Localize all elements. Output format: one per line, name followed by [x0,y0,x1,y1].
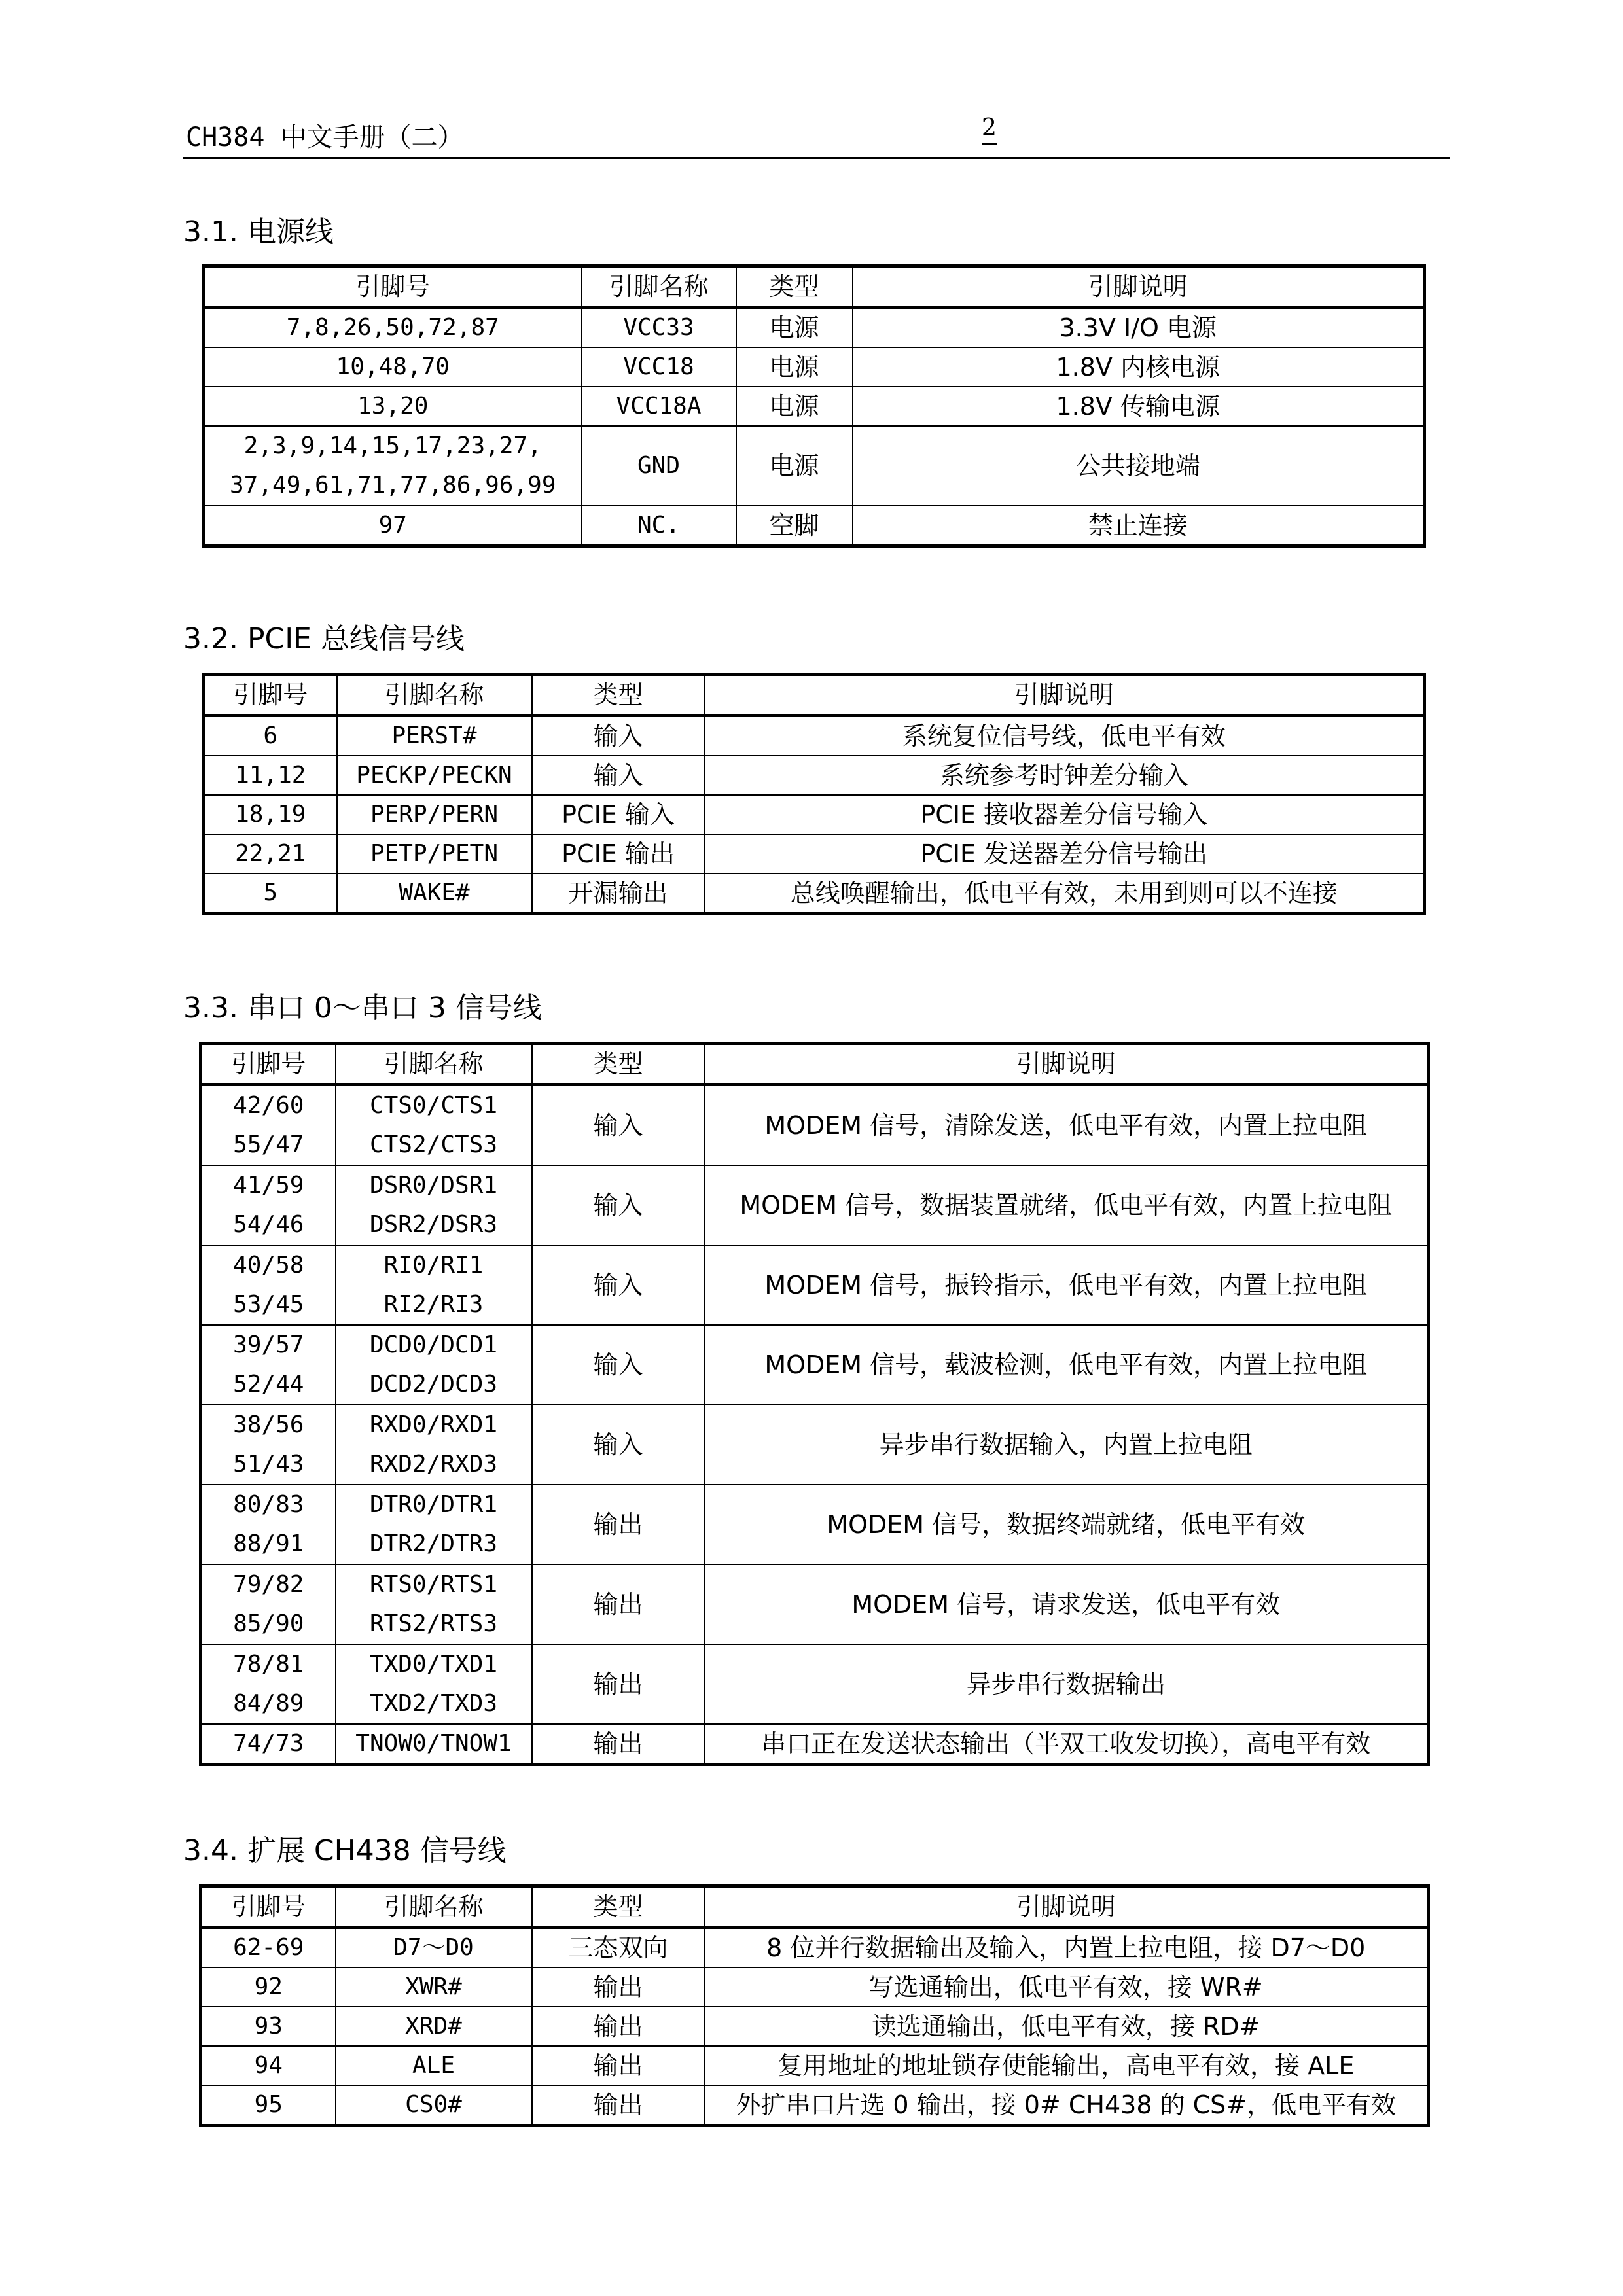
name-cell-line: TXD2/TXD3 [369,1690,498,1717]
table-row [204,387,1425,426]
type-cell: 输出 [532,1485,705,1564]
table-header-row [201,1044,1429,1085]
page-number: 2 [982,114,997,145]
description-cell: 8 位并行数据输出及输入，内置上拉电阻，接 D7～D0 [705,1928,1429,1968]
description-cell: 系统参考时钟差分输入 [705,756,1425,795]
pin-cell [204,387,582,426]
name-cell [337,716,532,756]
type-cell: 电源 [736,347,853,387]
name-cell-line: RI0/RI1 [383,1252,484,1279]
page-header [183,98,1450,159]
description-cell: 3.3V I/O 电源 [853,308,1425,348]
type-cell: 输出 [532,1564,705,1644]
pin-cell [204,716,337,756]
pin-cell [204,834,337,874]
name-cell [336,1928,532,1968]
pin-cell-line: 51/43 [233,1451,304,1477]
name-cell [336,1085,532,1166]
type-cell: 输入 [532,1325,705,1405]
pin-cell [204,874,337,914]
table-row [204,308,1425,348]
column-header: 引脚说明 [705,1886,1429,1928]
table-row [201,1325,1429,1405]
table-row [204,834,1425,874]
table-row [201,1485,1429,1564]
name-cell [582,308,736,348]
table-header-row [204,266,1425,308]
type-cell: 空脚 [736,506,853,546]
pin-cell-line: 2,3,9,14,15,17,23,27, [243,433,542,459]
name-cell [336,2007,532,2046]
pin-cell-line: 97 [378,512,407,539]
column-header: 引脚说明 [705,1044,1429,1085]
pin-cell [201,1564,336,1644]
name-cell [336,1724,532,1765]
name-cell-line: VCC18A [616,393,702,419]
type-cell: 开漏输出 [532,874,705,914]
pin-cell-line: 93 [254,2013,283,2040]
pin-cell-line: 41/59 [233,1172,304,1199]
name-cell-line: TNOW0/TNOW1 [355,1730,512,1757]
pin-cell-line: 38/56 [233,1411,304,1438]
pin-cell-line: 39/57 [233,1332,304,1358]
name-cell-line: D7～D0 [393,1934,474,1961]
pin-cell [204,347,582,387]
type-cell: 输出 [532,1644,705,1724]
table-row [201,1245,1429,1325]
pin-cell-line: 52/44 [233,1371,304,1398]
name-cell-line: RTS2/RTS3 [369,1610,498,1637]
pin-cell-line: 94 [254,2052,283,2079]
pin-cell-line: 10,48,70 [336,353,450,380]
description-cell: 禁止连接 [853,506,1425,546]
pin-cell-line: 13,20 [357,393,429,419]
power-pins-table [202,264,1426,548]
pin-cell [201,1928,336,1968]
name-cell [336,1405,532,1485]
pin-cell [204,308,582,348]
name-cell [336,1644,532,1724]
name-cell [336,2046,532,2085]
pin-cell [201,2007,336,2046]
name-cell [337,834,532,874]
section-title-power: 3.1. 电源线 [183,215,334,249]
column-header: 类型 [532,675,705,716]
description-cell: MODEM 信号，清除发送，低电平有效，内置上拉电阻 [705,1085,1429,1166]
name-cell [582,387,736,426]
type-cell: 输出 [532,2085,705,2126]
pin-cell [201,1085,336,1166]
name-cell-line: ALE [412,2052,455,2079]
table-row [201,1405,1429,1485]
pin-cell-line: 74/73 [233,1730,304,1757]
name-cell-line: CS0# [405,2091,462,2118]
name-cell-line: DSR0/DSR1 [369,1172,498,1199]
table-header-row [201,1886,1429,1928]
type-cell: 输出 [532,1724,705,1765]
name-cell-line: RTS0/RTS1 [369,1571,498,1598]
pin-cell [204,506,582,546]
pin-cell [204,426,582,506]
table-row [204,795,1425,834]
type-cell: 电源 [736,426,853,506]
description-cell: 公共接地端 [853,426,1425,506]
pin-cell-line: 62-69 [233,1934,304,1961]
section-title-pcie: 3.2. PCIE 总线信号线 [183,622,465,656]
pin-cell [201,1165,336,1245]
type-cell: 电源 [736,308,853,348]
table-row [201,1085,1429,1166]
table-row [204,874,1425,914]
table-row [201,1165,1429,1245]
table-row [201,2046,1429,2085]
name-cell [336,1245,532,1325]
type-cell: 输入 [532,756,705,795]
column-header: 引脚名称 [337,675,532,716]
name-cell [337,874,532,914]
table-row [204,506,1425,546]
description-cell: 异步串行数据输出 [705,1644,1429,1724]
ch438-pins-table [199,1884,1430,2127]
pin-cell-line: 5 [263,879,278,906]
description-cell: 1.8V 传输电源 [853,387,1425,426]
name-cell-line: DTR2/DTR3 [369,1530,498,1557]
pin-cell [201,1968,336,2007]
description-cell: 异步串行数据输入，内置上拉电阻 [705,1405,1429,1485]
column-header: 类型 [532,1886,705,1928]
type-cell: 三态双向 [532,1928,705,1968]
table-row [201,1644,1429,1724]
pin-cell-line: 53/45 [233,1291,304,1318]
column-header: 引脚号 [201,1886,336,1928]
type-cell: 输入 [532,1165,705,1245]
document-title: CH384 中文手册（二） [186,122,464,152]
name-cell-line: DTR0/DTR1 [369,1491,498,1518]
table-row [201,2085,1429,2126]
name-cell-line: XRD# [405,2013,462,2040]
pin-cell-line: 95 [254,2091,283,2118]
table-header-row [204,675,1425,716]
description-cell: 外扩串口片选 0 输出，接 0# CH438 的 CS#，低电平有效 [705,2085,1429,2126]
table-row [201,1564,1429,1644]
description-cell: PCIE 接收器差分信号输入 [705,795,1425,834]
column-header: 引脚号 [204,675,337,716]
pin-cell-line: 11,12 [235,762,306,788]
name-cell-line: PECKP/PECKN [356,762,512,788]
pin-cell-line: 84/89 [233,1690,304,1717]
name-cell-line: VCC18 [623,353,694,380]
pin-cell-line: 78/81 [233,1651,304,1678]
description-cell: 系统复位信号线，低电平有效 [705,716,1425,756]
column-header: 引脚说明 [853,266,1425,308]
name-cell [337,795,532,834]
table-row [204,756,1425,795]
name-cell-line: RI2/RI3 [383,1291,484,1318]
description-cell: MODEM 信号，数据终端就绪，低电平有效 [705,1485,1429,1564]
name-cell-line: TXD0/TXD1 [369,1651,498,1678]
pin-cell [201,1325,336,1405]
pin-cell [201,2046,336,2085]
name-cell-line: DCD2/DCD3 [369,1371,498,1398]
description-cell: PCIE 发送器差分信号输出 [705,834,1425,874]
type-cell: PCIE 输出 [532,834,705,874]
name-cell-line: DSR2/DSR3 [369,1211,498,1238]
pin-cell-line: 85/90 [233,1610,304,1637]
description-cell: 写选通输出，低电平有效，接 WR# [705,1968,1429,2007]
pin-cell [201,1245,336,1325]
table-row [204,426,1425,506]
type-cell: PCIE 输入 [532,795,705,834]
pin-cell-line: 7,8,26,50,72,87 [286,314,499,341]
column-header: 引脚名称 [582,266,736,308]
pin-cell [204,756,337,795]
type-cell: 输入 [532,1085,705,1166]
name-cell-line: CTS0/CTS1 [369,1092,498,1119]
description-cell: 总线唤醒输出，低电平有效，未用到则可以不连接 [705,874,1425,914]
pin-cell [204,795,337,834]
column-header: 引脚名称 [336,1886,532,1928]
column-header: 类型 [736,266,853,308]
pin-cell [201,1485,336,1564]
description-cell: 复用地址的地址锁存使能输出，高电平有效，接 ALE [705,2046,1429,2085]
table-row [204,716,1425,756]
name-cell [336,2085,532,2126]
pin-cell [201,1405,336,1485]
table-row [201,1928,1429,1968]
column-header: 引脚说明 [705,675,1425,716]
pin-cell-line: 55/47 [233,1131,304,1158]
name-cell-line: NC. [637,512,681,539]
name-cell [582,506,736,546]
pcie-pins-table [202,673,1426,915]
pin-cell-line: 18,19 [235,801,306,828]
pin-cell-line: 92 [254,1973,283,2000]
name-cell-line: VCC33 [623,314,694,341]
pin-cell [201,1724,336,1765]
type-cell: 输入 [532,1405,705,1485]
table-row [201,2007,1429,2046]
description-cell: 串口正在发送状态输出（半双工收发切换），高电平有效 [705,1724,1429,1765]
name-cell-line: CTS2/CTS3 [369,1131,498,1158]
name-cell-line: WAKE# [399,879,470,906]
pin-cell-line: 42/60 [233,1092,304,1119]
name-cell-line: RXD0/RXD1 [369,1411,498,1438]
pin-cell-line: 88/91 [233,1530,304,1557]
description-cell: MODEM 信号，振铃指示，低电平有效，内置上拉电阻 [705,1245,1429,1325]
type-cell: 输出 [532,2007,705,2046]
pin-cell [201,2085,336,2126]
type-cell: 输入 [532,716,705,756]
pin-cell-line: 80/83 [233,1491,304,1518]
name-cell-line: GND [637,452,681,479]
description-cell: MODEM 信号，请求发送，低电平有效 [705,1564,1429,1644]
column-header: 引脚名称 [336,1044,532,1085]
name-cell-line: PETP/PETN [370,840,499,867]
name-cell-line: PERST# [391,722,477,749]
table-row [201,1724,1429,1765]
type-cell: 电源 [736,387,853,426]
uart-pins-table [199,1042,1430,1766]
pin-cell-line: 79/82 [233,1571,304,1598]
pin-cell-line: 54/46 [233,1211,304,1238]
description-cell: 读选通输出，低电平有效，接 RD# [705,2007,1429,2046]
column-header: 引脚号 [201,1044,336,1085]
type-cell: 输出 [532,2046,705,2085]
pin-cell-line: 22,21 [235,840,306,867]
table-row [204,347,1425,387]
name-cell-line: DCD0/DCD1 [369,1332,498,1358]
name-cell-line: XWR# [405,1973,462,2000]
pin-cell-line: 40/58 [233,1252,304,1279]
description-cell: MODEM 信号，数据装置就绪，低电平有效，内置上拉电阻 [705,1165,1429,1245]
column-header: 引脚号 [204,266,582,308]
table-row [201,1968,1429,2007]
pin-cell [201,1644,336,1724]
column-header: 类型 [532,1044,705,1085]
type-cell: 输出 [532,1968,705,2007]
name-cell-line: RXD2/RXD3 [369,1451,498,1477]
name-cell [337,756,532,795]
description-cell: MODEM 信号，载波检测，低电平有效，内置上拉电阻 [705,1325,1429,1405]
name-cell [336,1485,532,1564]
section-title-ch438: 3.4. 扩展 CH438 信号线 [183,1834,507,1867]
pin-cell-line: 6 [263,722,278,749]
section-title-uart: 3.3. 串口 0～串口 3 信号线 [183,991,542,1025]
name-cell-line: PERP/PERN [370,801,499,828]
name-cell [336,1165,532,1245]
name-cell [336,1564,532,1644]
name-cell [582,347,736,387]
description-cell: 1.8V 内核电源 [853,347,1425,387]
name-cell [582,426,736,506]
pin-cell-line: 37,49,61,71,77,86,96,99 [230,472,556,499]
name-cell [336,1968,532,2007]
name-cell [336,1325,532,1405]
type-cell: 输入 [532,1245,705,1325]
